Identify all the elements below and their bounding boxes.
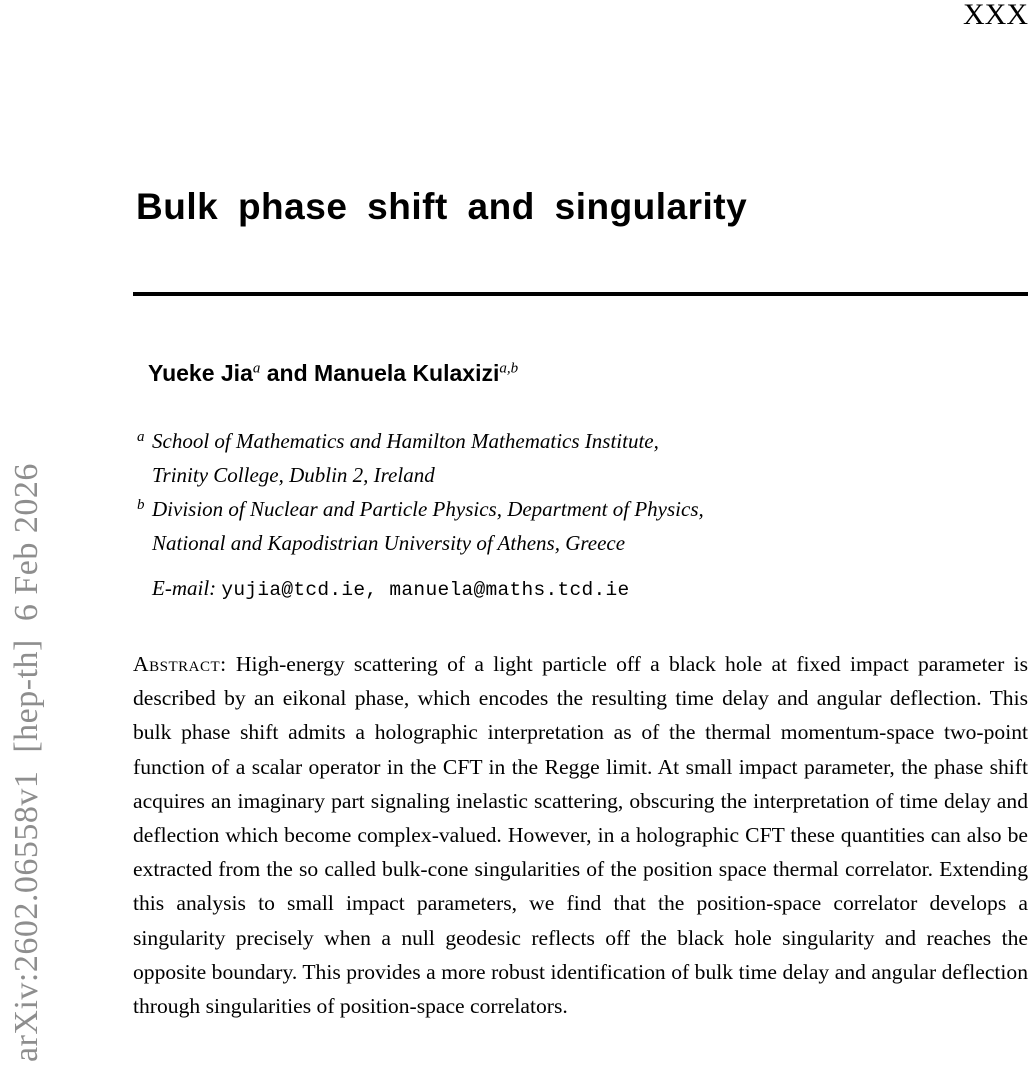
abstract-paragraph bbox=[133, 647, 1028, 1023]
affiliation-line: Trinity College, Dublin 2, Ireland bbox=[152, 463, 435, 487]
author-name: Manuela Kulaxizi bbox=[314, 360, 500, 386]
paper-title: Bulk phase shift and singularity bbox=[136, 186, 748, 227]
email-line bbox=[152, 576, 1028, 601]
journal-reference-placeholder: XXX bbox=[963, 0, 1028, 31]
affiliation-line: National and Kapodistrian University of Athens, Greece bbox=[152, 531, 626, 555]
affiliations-block bbox=[137, 424, 1027, 560]
authors-line bbox=[148, 360, 1028, 387]
affiliation-line: Division of Nuclear and Particle Physics, Department of Physics, bbox=[152, 497, 704, 521]
title-divider-rule bbox=[133, 292, 1028, 296]
arxiv-identifier-banner: arXiv:2602.06558v1 [hep-th] 6 Feb 2026 bbox=[8, 463, 45, 1062]
abstract-label: Abstract: bbox=[133, 652, 227, 676]
email-addresses-link[interactable]: yujia@tcd.ie, manuela@maths.tcd.ie bbox=[221, 579, 630, 601]
authors-connector: and bbox=[260, 360, 315, 386]
affiliation-entry bbox=[137, 424, 1027, 492]
affiliation-sup-label: a bbox=[137, 429, 145, 445]
affiliation-entry bbox=[137, 492, 1027, 560]
abstract-text: High-energy scattering of a light particle off a black hole at fixed impact parameter is described by an eikonal phase, which encodes the resulting time delay and angular deflection. This bulk phase shift admits a holographic interpretation as of the thermal momentum-space two-point function of a scalar operator in the CFT in the Regge limit. At small impact parameter, the phase shift acquires an imaginary part signaling inelastic scattering, obscuring the interpretation of time delay and deflection which become complex-valued. However, in a holographic CFT these quantities can also be extracted from the so called bulk-cone singularities of the position space thermal correlator. Extending this analysis to small impact parameters, we find that the position-space correlator develops a singularity precisely when a null geodesic reflects off the black hole singularity and reaches the opposite boundary. This provides a more robust identification of bulk time delay and angular deflection through singularities of position-space correlators. bbox=[133, 652, 1028, 1019]
affiliation-line: School of Mathematics and Hamilton Mathematics Institute, bbox=[152, 429, 659, 453]
author-affiliation-sup: a bbox=[252, 360, 261, 377]
author-name: Yueke Jia bbox=[148, 360, 253, 386]
author-affiliation-sup: a,b bbox=[499, 360, 519, 377]
affiliation-sup-label: b bbox=[137, 497, 145, 513]
email-label: E-mail: bbox=[152, 576, 217, 600]
